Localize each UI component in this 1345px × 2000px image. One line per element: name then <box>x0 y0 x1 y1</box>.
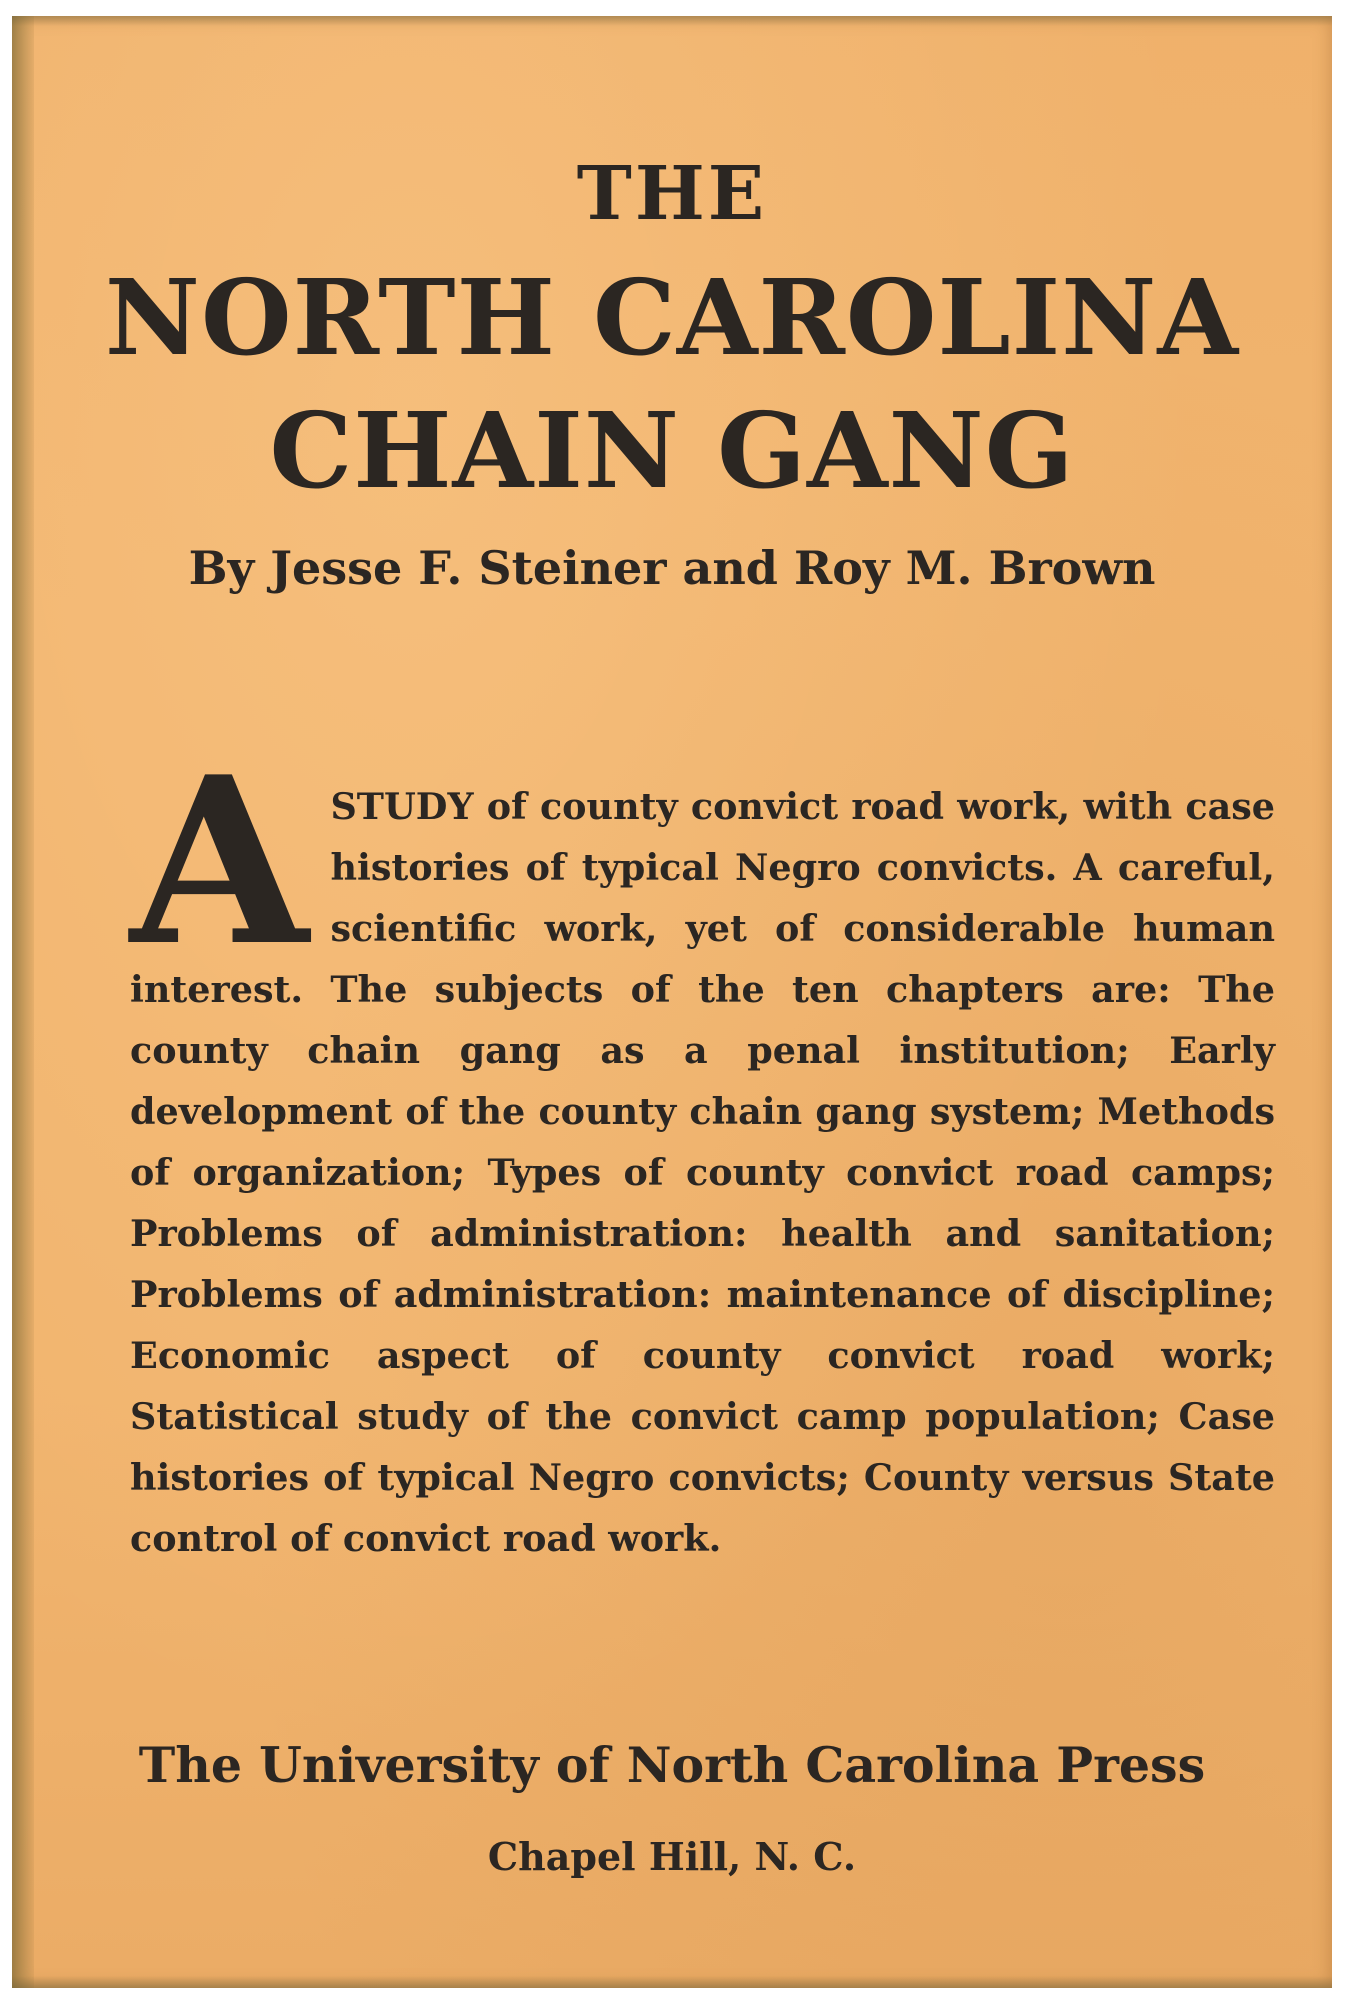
title-line-north-carolina: NORTH CAROLINA <box>104 256 1240 379</box>
worn-top-edge <box>12 16 1332 26</box>
book-dust-jacket <box>12 16 1332 1988</box>
description-blurb <box>130 727 1275 1569</box>
author-byline: By Jesse F. Steiner and Roy M. Brown <box>188 541 1156 595</box>
worn-bottom-edge <box>12 1976 1332 1988</box>
blurb-text: STUDY of county convict road work, with case histories of typical Negro convicts. A careful, scientific work, yet of considerable human interest. The subjects of the ten chapters are: The county chain gang as a penal institution; Early development of the county chain gang system; Methods of organization; Types of county convict road camps; Problems of administration: health and sanitation; Problems of administration: maintenance of discipline; Economic aspect of county convict road work; Statistical study of the convict camp population; Case histories of typical Negro convicts; County versus State control of convict road work. <box>130 785 1275 1560</box>
drop-cap-letter: A <box>130 727 309 997</box>
title-the: THE <box>576 151 768 237</box>
title-line-chain-gang: CHAIN GANG <box>269 389 1075 512</box>
publisher-name: The University of North Carolina Press <box>138 1736 1206 1794</box>
publisher-location: Chapel Hill, N. C. <box>487 1834 857 1879</box>
